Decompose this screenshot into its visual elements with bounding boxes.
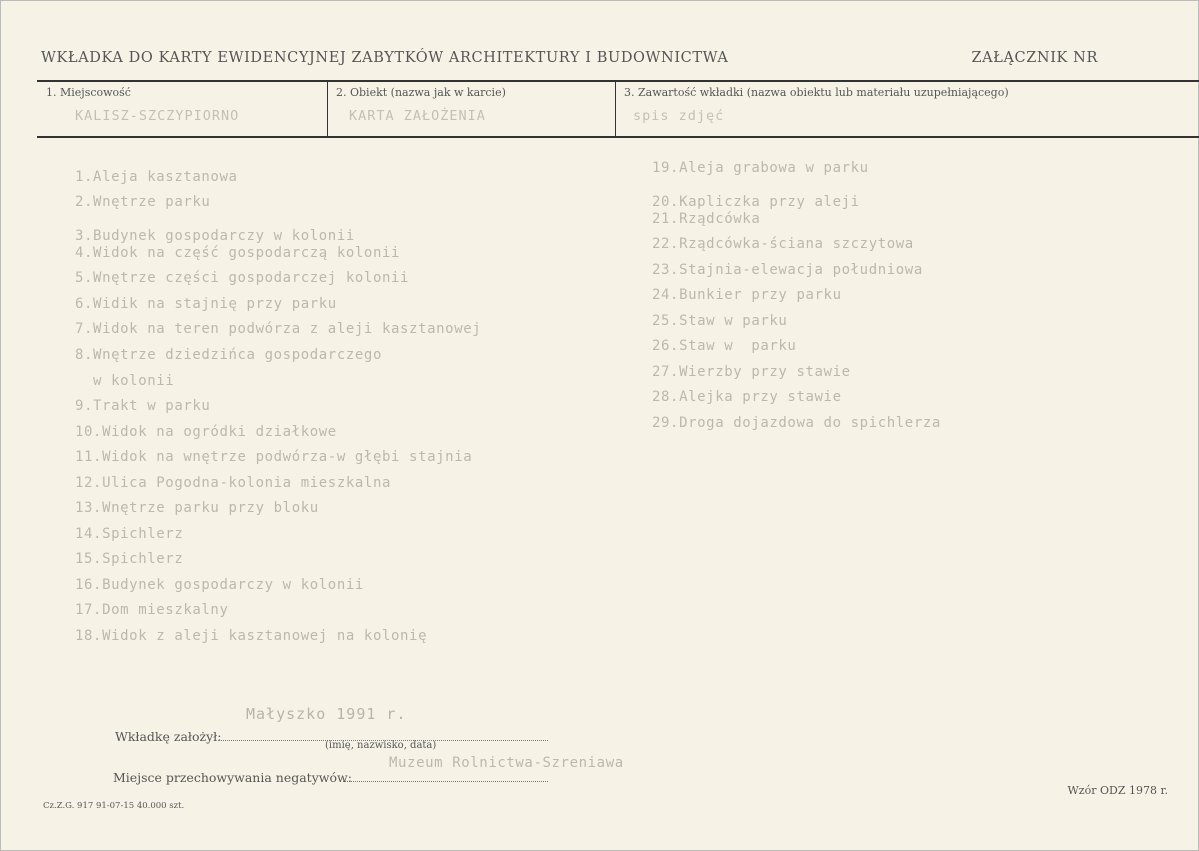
- list-item: 5.Wnętrze części gospodarczej kolonii: [75, 270, 410, 286]
- list-item: 27.Wierzby przy stawie: [652, 364, 851, 380]
- list-item: 6.Widik na stajnię przy parku: [75, 296, 337, 312]
- negatives-location-label: Miejsce przechowywania negatywów:: [113, 770, 352, 785]
- list-item: 9.Trakt w parku: [75, 398, 211, 414]
- negatives-location-line: [343, 781, 548, 782]
- list-item: 18.Widok z aleji kasztanowej na kolonię: [75, 628, 428, 644]
- photo-list-right: [652, 160, 941, 431]
- field-place-label: 1. Miejscowość: [46, 86, 131, 99]
- list-item: 26.Staw w parku: [652, 338, 797, 354]
- list-item: 21.Rządcówka: [652, 211, 761, 227]
- created-by-label: Wkładkę założył:: [115, 729, 222, 744]
- list-item: 1.Aleja kasztanowa: [75, 169, 238, 185]
- created-by-caption: (imię, nazwisko, data): [325, 740, 437, 751]
- form-template: Wzór ODZ 1978 r.: [1067, 784, 1168, 797]
- list-item: w kolonii: [75, 373, 175, 389]
- field-place-value: KALISZ-SZCZYPIORNO: [75, 108, 240, 124]
- list-item: 29.Droga dojazdowa do spichlerza: [652, 415, 941, 431]
- list-item: 15.Spichlerz: [75, 551, 184, 567]
- field-content-label: 3. Zawartość wkładki (nazwa obiektu lub materiału uzupełniającego): [624, 86, 1009, 99]
- list-item: 16.Budynek gospodarczy w kolonii: [75, 577, 364, 593]
- list-item: 24.Bunkier przy parku: [652, 287, 842, 303]
- list-item: 10.Widok na ogródki działkowe: [75, 424, 337, 440]
- list-item: 17.Dom mieszkalny: [75, 602, 229, 618]
- place-date: Małyszko 1991 r.: [246, 705, 407, 723]
- list-item: 4.Widok na część gospodarczą kolonii: [75, 245, 401, 261]
- field-object-value: KARTA ZAŁOŻENIA: [349, 108, 486, 124]
- list-item: 11.Widok na wnętrze podwórza-w głębi stajnia: [75, 449, 473, 465]
- list-item: 7.Widok na teren podwórza z aleji kasztanowej: [75, 321, 482, 337]
- print-info: Cz.Z.G. 917 91-07-15 40.000 szt.: [43, 801, 185, 811]
- list-item: 28.Alejka przy stawie: [652, 389, 842, 405]
- field-object-label: 2. Obiekt (nazwa jak w karcie): [336, 86, 506, 99]
- list-item: 14.Spichlerz: [75, 526, 184, 542]
- attachment-number-label: ZAŁĄCZNIK NR: [971, 50, 1098, 66]
- list-item: 2.Wnętrze parku: [75, 194, 211, 210]
- header-fields: [37, 80, 1199, 138]
- list-item: 12.Ulica Pogodna-kolonia mieszkalna: [75, 475, 392, 491]
- field-content-value: spis zdjęć: [633, 108, 725, 124]
- photo-list-left: [75, 169, 482, 644]
- list-item: 20.Kapliczka przy aleji: [652, 194, 860, 210]
- list-item: 22.Rządcówka-ściana szczytowa: [652, 236, 914, 252]
- list-item: 13.Wnętrze parku przy bloku: [75, 500, 319, 516]
- field-content: [615, 82, 1199, 136]
- field-place: [37, 82, 328, 136]
- field-object: [327, 82, 616, 136]
- list-item: 23.Stajnia-elewacja południowa: [652, 262, 923, 278]
- list-item: 8.Wnętrze dziedzińca gospodarczego: [75, 347, 382, 363]
- list-item: 25.Staw w parku: [652, 313, 788, 329]
- negatives-location-value: Muzeum Rolnictwa-Szreniawa: [389, 755, 624, 771]
- form-title: WKŁADKA DO KARTY EWIDENCYJNEJ ZABYTKÓW ARCHITEKTURY I BUDOWNICTWA: [41, 50, 729, 66]
- list-item: 3.Budynek gospodarczy w kolonii: [75, 228, 355, 244]
- list-item: 19.Aleja grabowa w parku: [652, 160, 869, 176]
